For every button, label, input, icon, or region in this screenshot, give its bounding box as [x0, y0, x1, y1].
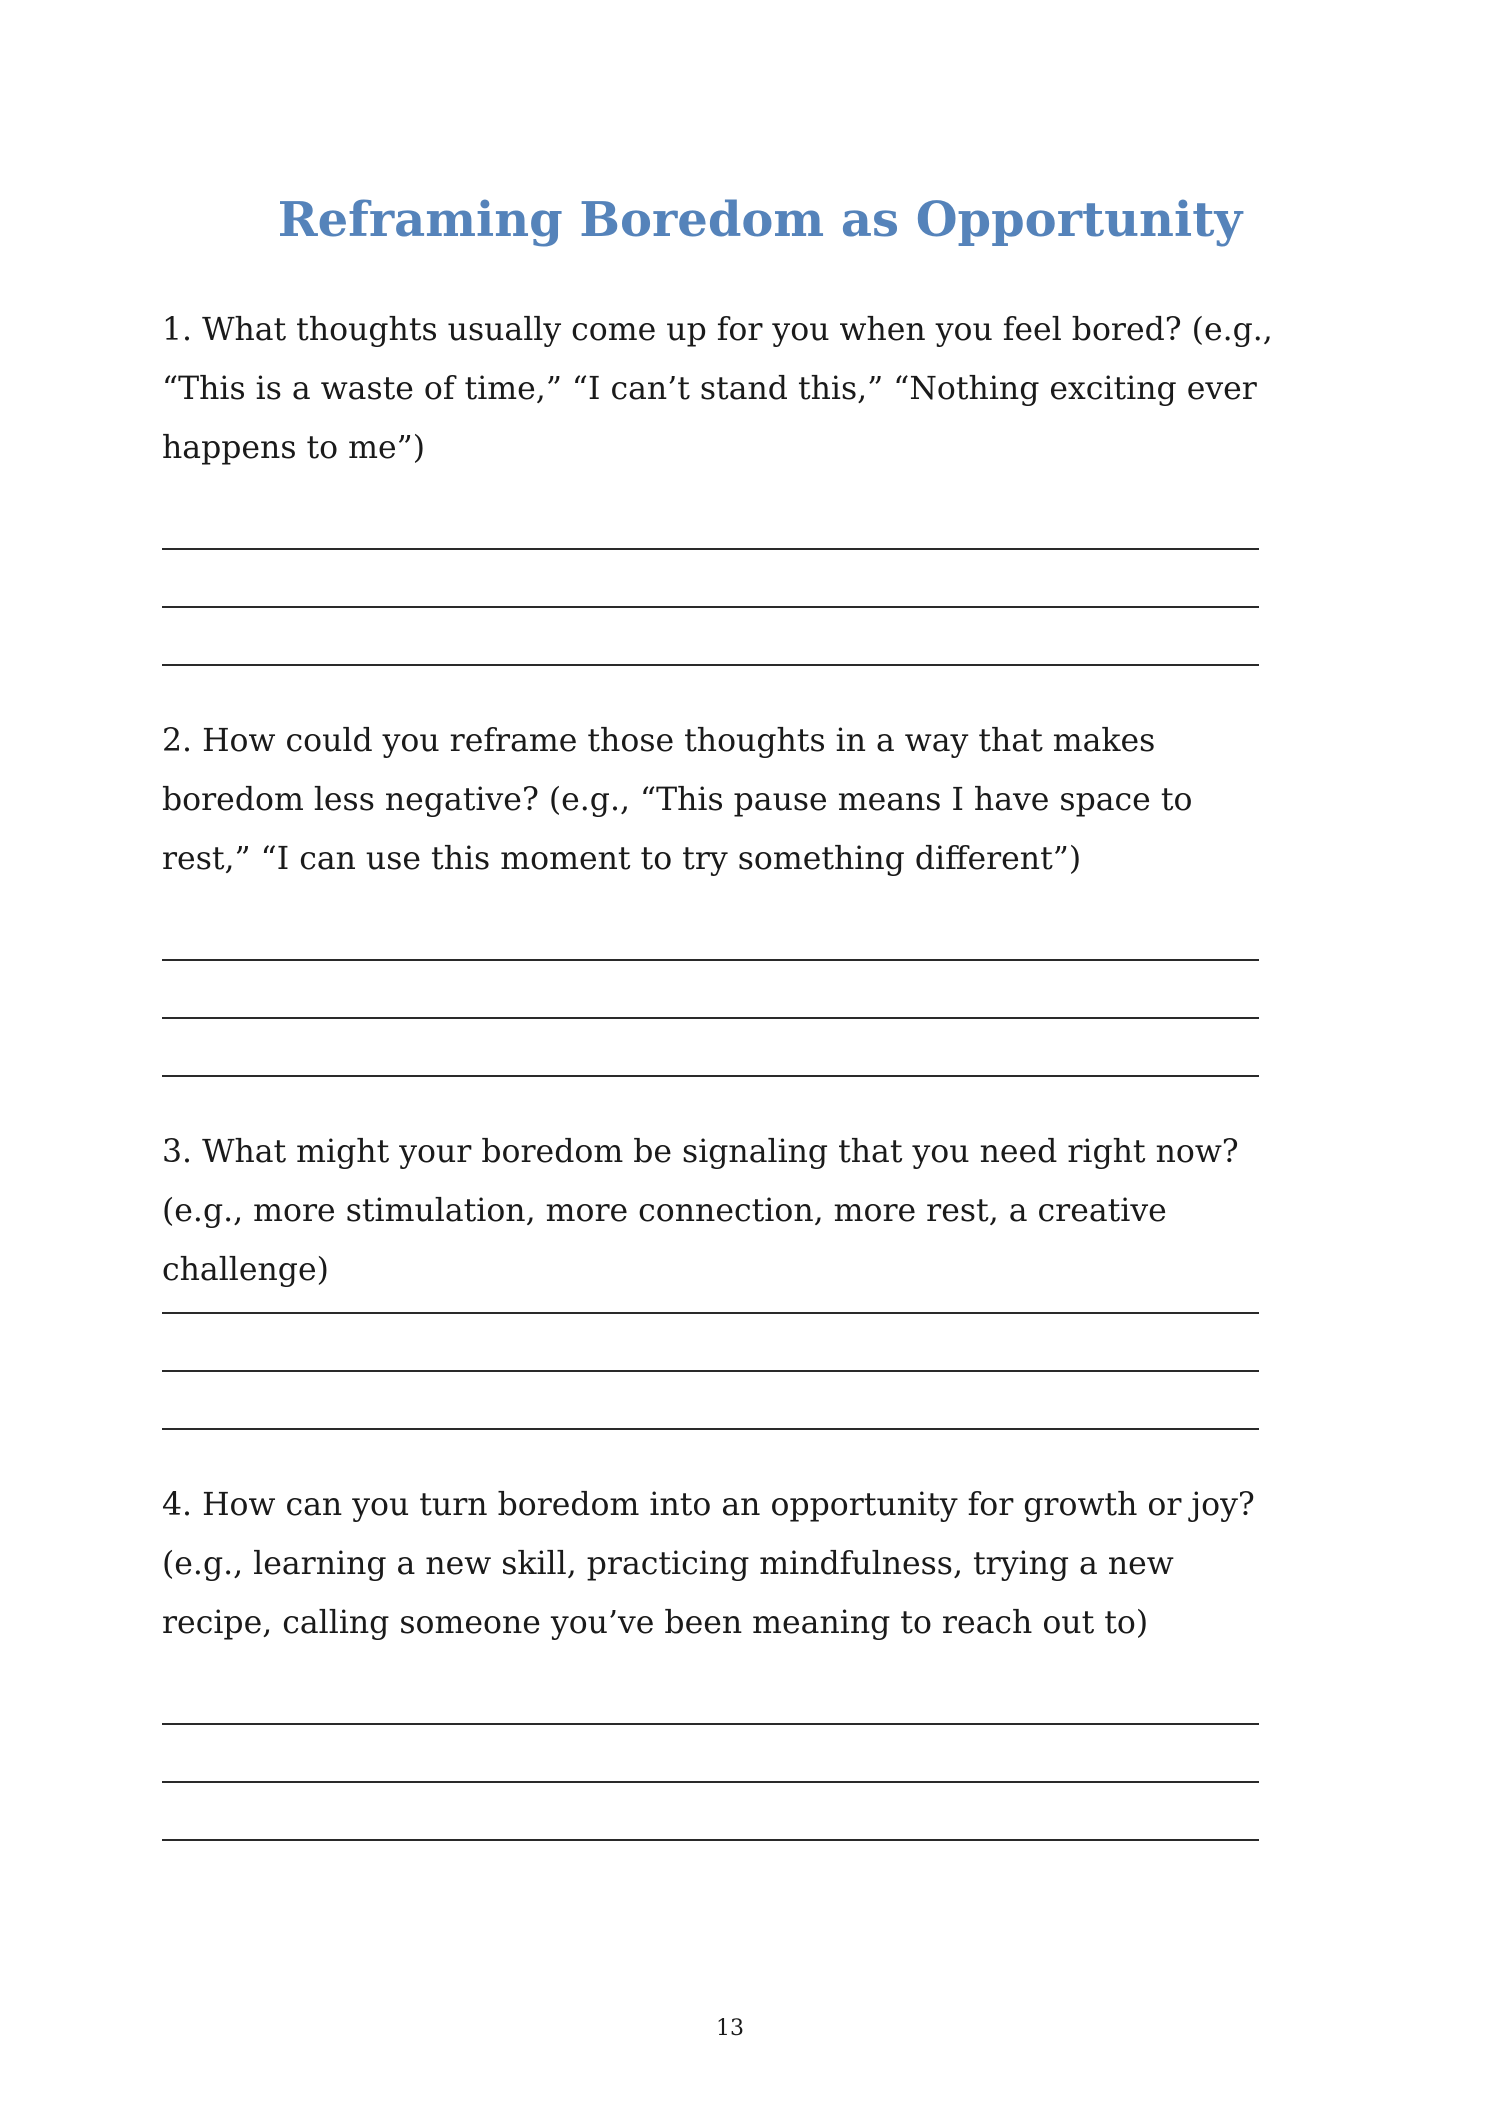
question-3-answer-line-2[interactable]	[162, 1370, 1259, 1372]
question-2-answer-line-2[interactable]	[162, 1017, 1259, 1019]
page-title: Reframing Boredom as Opportunity	[277, 192, 1243, 248]
question-3-answer-line-3[interactable]	[162, 1428, 1259, 1430]
question-2-answer-line-1[interactable]	[162, 959, 1259, 961]
question-4-answer-line-1[interactable]	[162, 1723, 1259, 1725]
question-4-text: 4. How can you turn boredom into an opportunity for growth or joy? (e.g., learning a new skill, practicing mindfulness, trying a new recipe, calling someone you’ve been meaning to reach out to)	[162, 1487, 1255, 1641]
question-3-answer-line-1[interactable]	[162, 1312, 1259, 1314]
question-3-text: 3. What might your boredom be signaling that you need right now? (e.g., more stimulation, more connection, more rest, a creative challenge)	[162, 1134, 1239, 1288]
question-1-answer-line-3[interactable]	[162, 664, 1259, 666]
question-1-text: 1. What thoughts usually come up for you when you feel bored? (e.g., “This is a waste of time,” “I can’t stand this,” “Nothing exciting ever happens to me”)	[162, 312, 1273, 466]
question-2-text: 2. How could you reframe those thoughts in a way that makes boredom less negative? (e.g., “This pause means I have space to rest,” “I can use this moment to try something different”)	[162, 723, 1193, 877]
question-4-answer-line-2[interactable]	[162, 1781, 1259, 1783]
question-2-answer-line-3[interactable]	[162, 1075, 1259, 1077]
question-1-answer-line-1[interactable]	[162, 548, 1259, 550]
page-number: 13	[716, 2016, 744, 2041]
question-4-answer-line-3[interactable]	[162, 1839, 1259, 1841]
question-1-answer-line-2[interactable]	[162, 606, 1259, 608]
